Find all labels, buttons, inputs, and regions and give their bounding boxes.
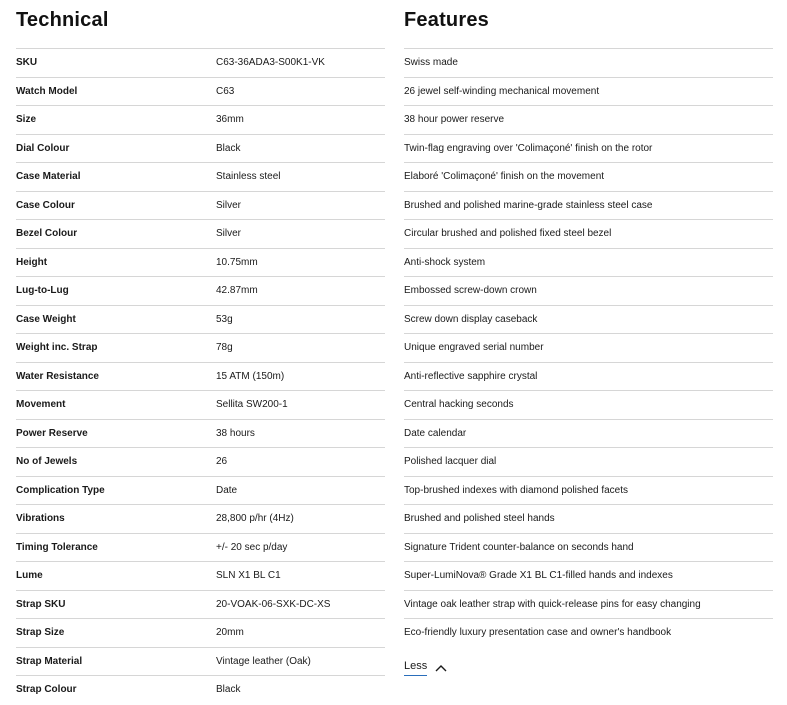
feature-item: Elaboré 'Colimaçoné' finish on the movement: [404, 162, 773, 191]
spec-label: Vibrations: [16, 513, 65, 525]
spec-value: C63-36ADA3-S00K1-VK: [216, 57, 325, 69]
feature-item: Circular brushed and polished fixed steel bezel: [404, 219, 773, 248]
spec-label: Case Weight: [16, 313, 76, 325]
spec-value: +/- 20 sec p/day: [216, 541, 288, 553]
spec-row-strap-material: [16, 647, 385, 676]
spec-row-case-material: [16, 162, 385, 191]
feature-item: Polished lacquer dial: [404, 447, 773, 476]
feature-item: Unique engraved serial number: [404, 333, 773, 362]
feature-item: Screw down display caseback: [404, 305, 773, 334]
spec-row-sku: [16, 48, 385, 77]
spec-value: 26: [216, 456, 228, 468]
spec-label: Watch Model: [16, 85, 78, 97]
spec-value: 20mm: [216, 627, 244, 639]
feature-item: Embossed screw-down crown: [404, 276, 773, 305]
feature-item: Signature Trident counter-balance on seconds hand: [404, 533, 773, 562]
spec-label: Height: [16, 256, 48, 268]
spec-label: Timing Tolerance: [16, 541, 98, 553]
spec-label: Dial Colour: [16, 142, 70, 154]
feature-item: Anti-reflective sapphire crystal: [404, 362, 773, 391]
feature-item: Super-LumiNova® Grade X1 BL C1-filled hands and indexes: [404, 561, 773, 590]
spec-value: Silver: [216, 228, 242, 240]
spec-label: Complication Type: [16, 484, 105, 496]
spec-label: Strap SKU: [16, 598, 66, 610]
spec-label: Movement: [16, 399, 66, 411]
technical-rows: [16, 48, 385, 704]
spec-label: SKU: [16, 57, 38, 69]
spec-row-strap-sku: [16, 590, 385, 619]
feature-item: Top-brushed indexes with diamond polished facets: [404, 476, 773, 505]
spec-row-height: [16, 248, 385, 277]
spec-value: Black: [216, 142, 241, 154]
technical-heading: Technical: [16, 9, 109, 31]
spec-label: Bezel Colour: [16, 228, 78, 240]
spec-value: Date: [216, 484, 238, 496]
spec-row-strap-colour: [16, 675, 385, 704]
feature-item: Brushed and polished steel hands: [404, 504, 773, 533]
less-label: Less: [404, 660, 427, 676]
spec-value: Black: [216, 684, 241, 696]
spec-value: 10.75mm: [216, 256, 258, 268]
spec-value: Sellita SW200-1: [216, 399, 288, 411]
spec-row-timing-tolerance: [16, 533, 385, 562]
feature-item: 26 jewel self-winding mechanical movement: [404, 77, 773, 106]
spec-value: 28,800 p/hr (4Hz): [216, 513, 294, 525]
spec-label: Case Material: [16, 171, 81, 183]
spec-row-bezel-colour: [16, 219, 385, 248]
spec-row-weight-inc-strap: [16, 333, 385, 362]
spec-row-dial-colour: [16, 134, 385, 163]
spec-value: C63: [216, 85, 235, 97]
feature-item: Swiss made: [404, 48, 773, 77]
feature-item: Anti-shock system: [404, 248, 773, 277]
spec-label: Weight inc. Strap: [16, 342, 98, 354]
spec-value: Stainless steel: [216, 171, 281, 183]
chevron-up-icon: [435, 664, 447, 672]
feature-item: Twin-flag engraving over 'Colimaçoné' finish on the rotor: [404, 134, 773, 163]
spec-value: Vintage leather (Oak): [216, 655, 311, 667]
spec-row-lume: [16, 561, 385, 590]
spec-row-no-of-jewels: [16, 447, 385, 476]
feature-item: Vintage oak leather strap with quick-release pins for easy changing: [404, 590, 773, 619]
spec-label: Water Resistance: [16, 370, 99, 382]
spec-value: 15 ATM (150m): [216, 370, 285, 382]
features-heading: Features: [404, 9, 489, 31]
spec-row-power-reserve: [16, 419, 385, 448]
feature-item: Brushed and polished marine-grade stainless steel case: [404, 191, 773, 220]
spec-value: Silver: [216, 199, 242, 211]
spec-row-strap-size: [16, 618, 385, 647]
spec-row-watch-model: [16, 77, 385, 106]
spec-label: Lume: [16, 570, 43, 582]
spec-row-size: [16, 105, 385, 134]
spec-value: 38 hours: [216, 427, 255, 439]
spec-label: Case Colour: [16, 199, 75, 211]
spec-label: Strap Size: [16, 627, 65, 639]
spec-value: 36mm: [216, 114, 244, 126]
feature-item: Date calendar: [404, 419, 773, 448]
spec-row-vibrations: [16, 504, 385, 533]
spec-value: SLN X1 BL C1: [216, 570, 281, 582]
spec-row-lug-to-lug: [16, 276, 385, 305]
spec-value: 53g: [216, 313, 233, 325]
spec-row-movement: [16, 390, 385, 419]
spec-label: Lug-to-Lug: [16, 285, 69, 297]
features-list: [404, 48, 773, 647]
spec-value: 20-VOAK-06-SXK-DC-XS: [216, 598, 331, 610]
spec-value: 78g: [216, 342, 233, 354]
spec-row-case-colour: [16, 191, 385, 220]
feature-item: Central hacking seconds: [404, 390, 773, 419]
spec-row-complication-type: [16, 476, 385, 505]
spec-label: Power Reserve: [16, 427, 88, 439]
spec-label: No of Jewels: [16, 456, 78, 468]
less-toggle-button[interactable]: [404, 660, 447, 676]
spec-label: Strap Material: [16, 655, 83, 667]
spec-row-water-resistance: [16, 362, 385, 391]
feature-item: Eco-friendly luxury presentation case and owner's handbook: [404, 618, 773, 647]
spec-value: 42.87mm: [216, 285, 258, 297]
spec-label: Size: [16, 114, 37, 126]
spec-row-case-weight: [16, 305, 385, 334]
spec-label: Strap Colour: [16, 684, 77, 696]
feature-item: 38 hour power reserve: [404, 105, 773, 134]
